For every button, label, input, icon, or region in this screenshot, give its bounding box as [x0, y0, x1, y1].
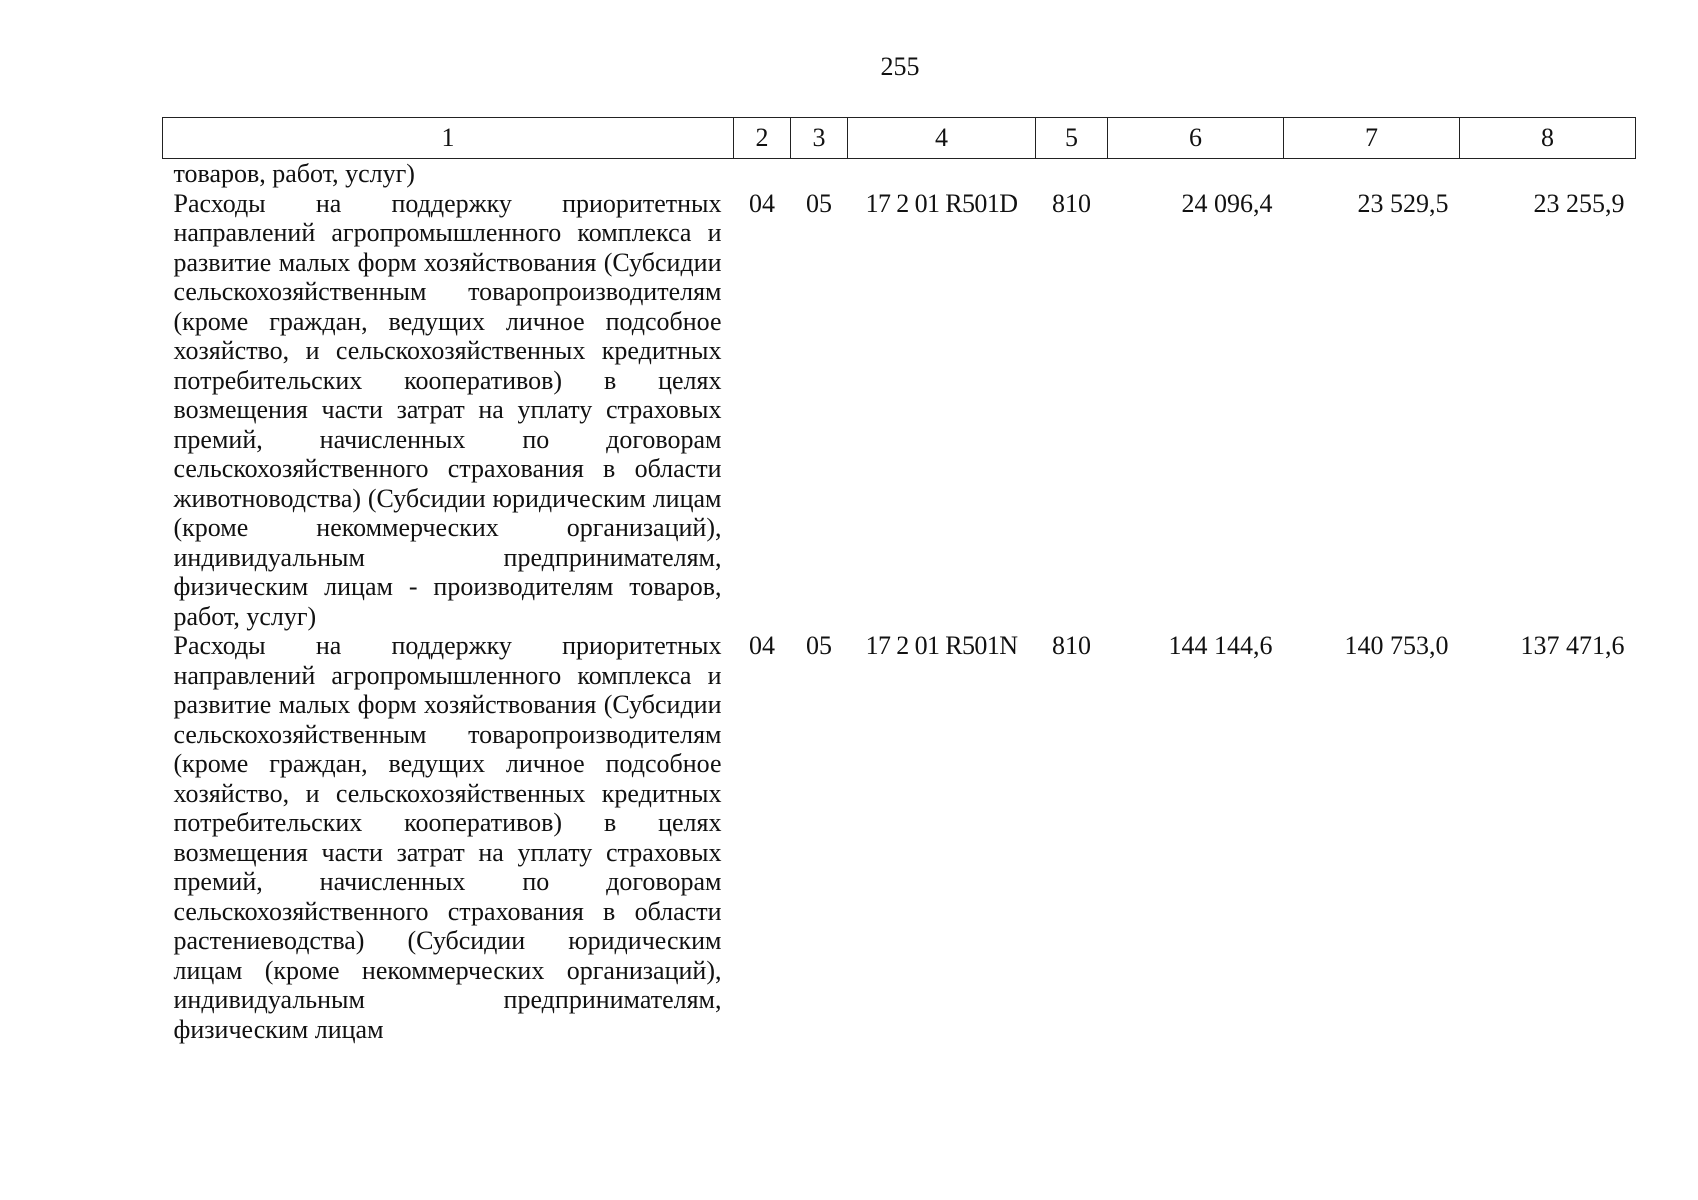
page-number: 255	[880, 52, 920, 81]
column-header-4: 4	[848, 118, 1036, 159]
table-row	[163, 189, 1636, 632]
column-header-1: 1	[163, 118, 734, 159]
row-amount-col6: 144 144,6	[1168, 631, 1273, 660]
row-section-code: 04	[749, 188, 775, 218]
continuation-row	[163, 159, 1636, 189]
row-subsection-code: 05	[806, 631, 832, 660]
table-row	[163, 631, 1636, 1044]
empty-cell	[1284, 159, 1460, 189]
table-header	[163, 118, 1636, 159]
continuation-text: товаров, работ, услуг)	[173, 159, 415, 188]
row-section-code: 04	[749, 631, 775, 660]
row-description: Расходы на поддержку приоритетных направлений агропромышленного комплекса и развитие малых форм хозяйствования (Субсидии сельскохозяйственным товаропроизводителям (кроме граждан, ведущих личное подсобное хозяйство, и сельскохозяйственных кредитных потребительских кооперативов) в целях возмещения части затрат на уплату страховых премий, начисленных по договорам сельскохозяйственного страхования в области растениеводства) (Субсидии юридическим лицам (кроме некоммерческих организаций), индивидуальным предпринимателям, физическим лицам	[173, 631, 722, 1044]
table-header-row	[163, 118, 1636, 159]
empty-cell	[1108, 159, 1284, 189]
column-header-7: 7	[1284, 118, 1460, 159]
row-target-code: 17 2 01 R501N	[865, 631, 1018, 660]
row-amount-col8: 23 255,9	[1533, 188, 1625, 218]
empty-cell	[848, 159, 1036, 189]
empty-cell	[734, 159, 791, 189]
row-amount-col7: 23 529,5	[1357, 188, 1449, 218]
column-header-6: 6	[1108, 118, 1284, 159]
row-amount-col7: 140 753,0	[1344, 631, 1449, 660]
row-expense-type: 810	[1052, 631, 1091, 660]
column-header-8: 8	[1460, 118, 1636, 159]
row-subsection-code: 05	[806, 188, 832, 218]
empty-cell	[791, 159, 848, 189]
budget-table	[162, 117, 1636, 1044]
empty-cell	[1460, 159, 1636, 189]
row-amount-col6: 24 096,4	[1181, 188, 1273, 218]
row-description: Расходы на поддержку приоритетных направлений агропромышленного комплекса и развитие малых форм хозяйствования (Субсидии сельскохозяйственным товаропроизводителям (кроме граждан, ведущих личное подсобное хозяйство, и сельскохозяйственных кредитных потребительских кооперативов) в целях возмещения части затрат на уплату страховых премий, начисленных по договорам сельскохозяйственного страхования в области животноводства) (Субсидии юридическим лицам (кроме некоммерческих организаций), индивидуальным предпринимателям, физическим лицам - производителям товаров, работ, услуг)	[173, 188, 722, 631]
row-expense-type: 810	[1052, 188, 1091, 218]
row-target-code: 17 2 01 R501D	[865, 188, 1018, 218]
column-header-2: 2	[734, 118, 791, 159]
empty-cell	[1036, 159, 1108, 189]
column-header-5: 5	[1036, 118, 1108, 159]
column-header-3: 3	[791, 118, 848, 159]
row-amount-col8: 137 471,6	[1520, 631, 1625, 660]
